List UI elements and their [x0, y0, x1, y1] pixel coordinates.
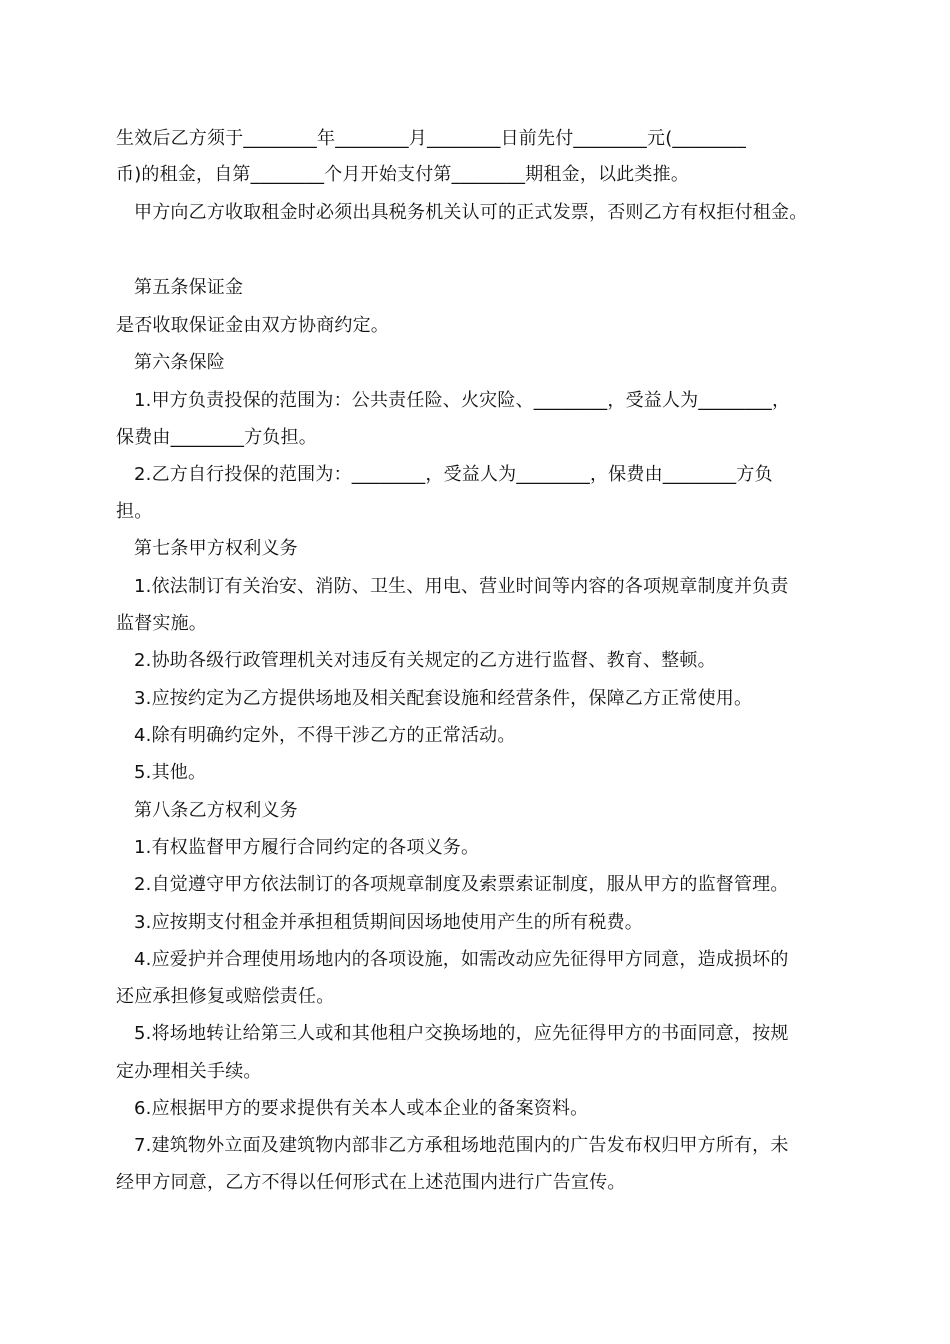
- text-line: 经甲方同意，乙方不得以任何形式在上述范围内进行广告宣传。: [116, 1172, 626, 1193]
- text-line: 3.应按约定为乙方提供场地及相关配套设施和经营条件，保障乙方正常使用。: [134, 688, 753, 709]
- text-line: 还应承担修复或赔偿责任。: [116, 986, 335, 1007]
- text-line: 4.除有明确约定外，不得干涉乙方的正常活动。: [134, 725, 516, 746]
- text-line: 2.自觉遵守甲方依法制订的各项规章制度及索票索证制度，服从甲方的监督管理。: [134, 874, 789, 895]
- text-line: 定办理相关手续。: [116, 1061, 262, 1082]
- text-line: 币)的租金，自第________个月开始支付第________期租金，以此类推。: [116, 164, 690, 185]
- section-heading: 第八条乙方权利义务: [134, 800, 298, 821]
- text-line: 1.有权监督甲方履行合同约定的各项义务。: [134, 837, 480, 858]
- text-line: 7.建筑物外立面及建筑物内部非乙方承租场地范围内的广告发布权归甲方所有，未: [134, 1135, 789, 1156]
- section-heading: 第七条甲方权利义务: [134, 538, 298, 559]
- text-line: 生效后乙方须于________年________月________日前先付________元(________: [116, 128, 747, 149]
- text-line: 2.协助各级行政管理机关对违反有关规定的乙方进行监督、教育、整顿。: [134, 650, 716, 671]
- text-line: 4.应爱护并合理使用场地内的各项设施，如需改动应先征得甲方同意，造成损坏的: [134, 949, 789, 970]
- text-line: 1.甲方负责投保的范围为：公共责任险、火灾险、________，受益人为________，: [134, 390, 791, 411]
- text-line: 5.其他。: [134, 762, 207, 783]
- text-line: 3.应按期支付租金并承担租赁期间因场地使用产生的所有税费。: [134, 912, 643, 933]
- section-heading: 第五条保证金: [134, 277, 244, 298]
- text-line: 担。: [116, 501, 153, 522]
- text-line: 6.应根据甲方的要求提供有关本人或本企业的备案资料。: [134, 1098, 589, 1119]
- text-line: 2.乙方自行投保的范围为：________，受益人为________，保费由________方负: [134, 464, 773, 485]
- text-line: 甲方向乙方收取租金时必须出具税务机关认可的正式发票，否则乙方有权拒付租金。: [134, 202, 808, 223]
- text-line: 是否收取保证金由双方协商约定。: [116, 315, 389, 336]
- section-heading: 第六条保险: [134, 352, 225, 373]
- text-line: 5.将场地转让给第三人或和其他租户交换场地的，应先征得甲方的书面同意，按规: [134, 1023, 789, 1044]
- text-line: 1.依法制订有关治安、消防、卫生、用电、营业时间等内容的各项规章制度并负责: [134, 576, 789, 597]
- text-line: 保费由________方负担。: [116, 427, 317, 448]
- text-line: 监督实施。: [116, 613, 207, 634]
